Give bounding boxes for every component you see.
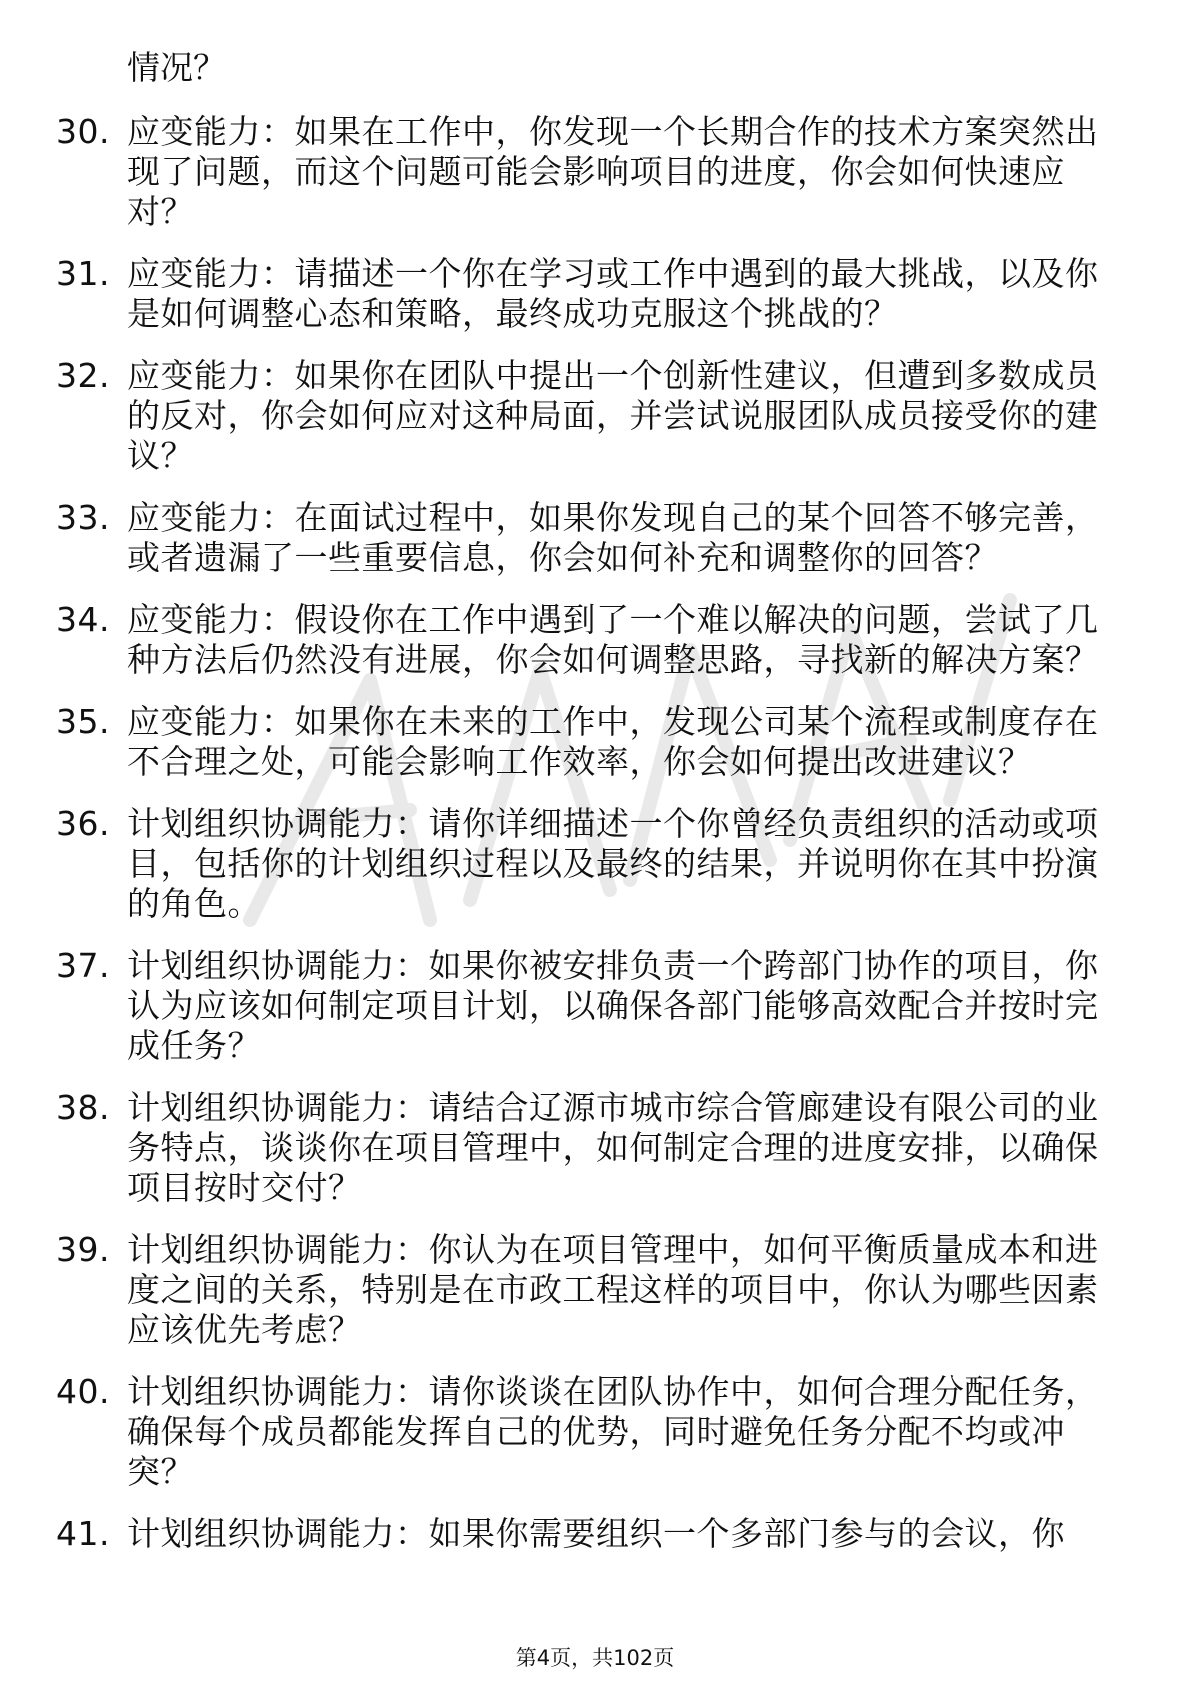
question-text: 应变能力：在面试过程中，如果你发现自己的某个回答不够完善，或者遗漏了一些重要信息，你会如何补充和调整你的回答？	[127, 498, 1099, 577]
question-number: 34.	[56, 600, 110, 639]
question-item	[0, 600, 1107, 680]
question-item	[0, 804, 1107, 924]
question-text: 应变能力：请描述一个你在学习或工作中遇到的最大挑战，以及你是如何调整心态和策略，最终成功克服这个挑战的？	[127, 254, 1099, 333]
question-item	[0, 1514, 1107, 1554]
question-text: 计划组织协调能力：请你详细描述一个你曾经负责组织的活动或项目，包括你的计划组织过程以及最终的结果，并说明你在其中扮演的角色。	[127, 804, 1099, 923]
question-number: 36.	[56, 804, 110, 843]
question-text: 计划组织协调能力：请结合辽源市城市综合管廊建设有限公司的业务特点，谈谈你在项目管理中，如何制定合理的进度安排，以确保项目按时交付？	[127, 1088, 1099, 1207]
question-item	[0, 254, 1107, 334]
question-number: 33.	[56, 498, 110, 537]
question-number: 31.	[56, 254, 110, 293]
question-number: 30.	[56, 112, 110, 151]
question-item	[0, 112, 1107, 232]
question-item	[0, 498, 1107, 578]
question-item	[0, 1088, 1107, 1208]
question-text: 计划组织协调能力：你认为在项目管理中，如何平衡质量成本和进度之间的关系，特别是在市政工程这样的项目中，你认为哪些因素应该优先考虑？	[127, 1230, 1099, 1349]
question-item	[0, 356, 1107, 476]
question-text: 应变能力：如果你在团队中提出一个创新性建议，但遭到多数成员的反对，你会如何应对这种局面，并尝试说服团队成员接受你的建议？	[127, 356, 1099, 475]
question-item	[0, 1372, 1107, 1492]
question-text: 计划组织协调能力：如果你被安排负责一个跨部门协作的项目，你认为应该如何制定项目计划，以确保各部门能够高效配合并按时完成任务？	[127, 946, 1099, 1065]
question-text: 计划组织协调能力：如果你需要组织一个多部门参与的会议，你	[127, 1514, 1065, 1553]
question-text: 计划组织协调能力：请你谈谈在团队协作中，如何合理分配任务，确保每个成员都能发挥自己的优势，同时避免任务分配不均或冲突？	[127, 1372, 1099, 1491]
question-number: 39.	[56, 1230, 110, 1269]
question-item	[0, 702, 1107, 782]
question-text: 应变能力：如果你在未来的工作中，发现公司某个流程或制度存在不合理之处，可能会影响工作效率，你会如何提出改进建议？	[127, 702, 1099, 781]
question-number: 35.	[56, 702, 110, 741]
continuation-text: 情况？	[127, 48, 226, 87]
question-number: 41.	[56, 1514, 110, 1553]
question-number: 32.	[56, 356, 110, 395]
question-number: 37.	[56, 946, 110, 985]
question-item	[0, 946, 1107, 1066]
question-text: 应变能力：假设你在工作中遇到了一个难以解决的问题，尝试了几种方法后仍然没有进展，你会如何调整思路，寻找新的解决方案？	[127, 600, 1099, 679]
question-number: 40.	[56, 1372, 110, 1411]
question-number: 38.	[56, 1088, 110, 1127]
question-text: 应变能力：如果在工作中，你发现一个长期合作的技术方案突然出现了问题，而这个问题可能会影响项目的进度，你会如何快速应对？	[127, 112, 1099, 231]
question-item	[0, 1230, 1107, 1350]
question-list	[0, 112, 1190, 1576]
page-footer: 第4页，共102页	[515, 1646, 675, 1670]
